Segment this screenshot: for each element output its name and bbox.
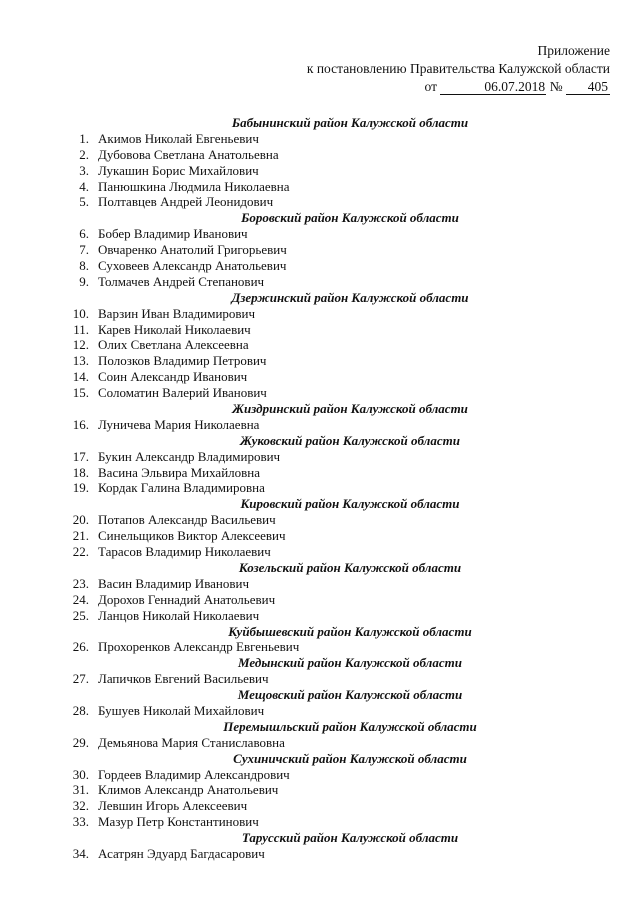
list-item [0,735,640,751]
person-name: Гордеев Владимир Александрович [98,766,290,782]
district-heading: Дзержинский район Калужской области [231,289,469,305]
item-number: 28. [72,702,89,718]
item-number: 9. [79,273,89,289]
district-heading: Тарусский район Калужской области [241,830,459,846]
list-item [0,147,640,163]
person-name: Суховеев Александр Анатольевич [98,258,287,274]
appendix-title: Приложение [537,43,610,58]
list-item [0,465,640,481]
person-name: Мазур Петр Константинович [98,814,259,830]
item-number: 24. [72,591,89,607]
list-item [0,639,640,655]
person-name: Бушуев Николай Михайлович [98,702,265,718]
item-number: 33. [72,814,89,830]
item-number: 25. [72,607,89,623]
person-name: Лукашин Борис Михайлович [98,162,259,178]
item-number: 17. [72,448,89,464]
item-number: 30. [72,766,89,782]
list-item [0,194,640,210]
person-name: Левшин Игорь Алексеевич [98,798,248,814]
item-number: 10. [72,305,89,321]
list-item [0,576,640,592]
person-name: Дубовова Светлана Анатольевна [98,146,279,162]
item-number: 15. [72,385,89,401]
person-name: Синельщиков Виктор Алексеевич [98,528,286,544]
item-number: 19. [72,480,89,496]
person-name: Соин Александр Иванович [98,369,248,385]
person-name: Овчаренко Анатолий Григорьевич [98,242,287,258]
list-item [0,703,640,719]
list-item [0,242,640,258]
district-heading: Мещовский район Калужской области [237,687,463,703]
district-heading: Медынский район Калужской области [238,655,462,671]
item-number: 11. [73,321,89,337]
resolution-date: 06.07.2018 [480,79,546,95]
person-name: Полозков Владимир Петрович [98,353,267,369]
list-item [0,353,640,369]
list-item [0,131,640,147]
person-name: Васина Эльвира Михайловна [98,464,261,480]
person-name: Демьянова Мария Станиславовна [98,734,285,750]
item-number: 5. [79,194,89,210]
person-name: Варзин Иван Владимирович [98,305,256,321]
district-list [0,115,640,862]
list-item [0,767,640,783]
list-item [0,798,640,814]
district-heading: Перемышльский район Калужской области [223,718,477,734]
list-item [0,846,640,862]
list-item [0,306,640,322]
person-name: Акимов Николай Евгеньевич [98,130,259,146]
list-item [0,814,640,830]
district-heading: Жиздринский район Калужской области [232,401,468,417]
person-name: Климов Александр Анатольевич [98,782,279,798]
district-heading: Козельский район Калужской области [238,559,462,575]
blank-underline [440,79,480,95]
item-number: 8. [79,258,89,274]
item-number: 3. [79,162,89,178]
item-number: 21. [72,528,89,544]
list-item [0,322,640,338]
person-name: Букин Александр Владимирович [98,448,281,464]
list-item [0,480,640,496]
district-heading: Боровский район Калужской области [241,210,459,226]
list-item [0,449,640,465]
item-number: 6. [79,226,89,242]
list-item [0,608,640,624]
person-name: Ланцов Николай Николаевич [98,607,260,623]
item-number: 23. [72,575,89,591]
person-name: Бобер Владимир Иванович [98,226,248,242]
number-label: № [549,79,563,94]
list-item [0,385,640,401]
district-heading: Кировский район Калужской области [240,496,460,512]
person-name: Дорохов Геннадий Анатольевич [98,591,276,607]
item-number: 27. [72,671,89,687]
list-item [0,258,640,274]
person-name: Прохоренков Александр Евгеньевич [98,639,300,655]
person-name: Кордак Галина Владимировна [98,480,265,496]
list-item [0,337,640,353]
person-name: Потапов Александр Васильевич [98,512,276,528]
item-number: 22. [72,544,89,560]
person-name: Полтавцев Андрей Леонидович [98,194,274,210]
person-name: Панюшкина Людмила Николаевна [98,178,290,194]
item-number: 20. [72,512,89,528]
item-number: 29. [72,734,89,750]
person-name: Тарасов Владимир Николаевич [98,544,271,560]
list-item [0,369,640,385]
person-name: Лапичков Евгений Васильевич [98,671,269,687]
list-item [0,417,640,433]
item-number: 7. [79,242,89,258]
district-heading: Бабынинский район Калужской области [231,115,469,130]
from-label: от [424,79,437,94]
list-item [0,274,640,290]
list-item [0,179,640,195]
item-number: 1. [79,130,89,146]
person-name: Васин Владимир Иванович [98,575,250,591]
item-number: 4. [79,178,89,194]
item-number: 2. [79,146,89,162]
list-item [0,544,640,560]
item-number: 16. [72,416,89,432]
district-heading: Жуковский район Калужской области [240,432,460,448]
item-number: 32. [72,798,89,814]
district-heading: Куйбышевский район Калужской области [228,623,472,639]
item-number: 34. [72,845,89,861]
resolution-reference: к постановлению Правительства Калужской области [306,61,610,76]
list-item [0,782,640,798]
item-number: 13. [72,353,89,369]
date-number-line [307,78,610,96]
appendix-header [307,42,610,96]
list-item [0,592,640,608]
person-name: Олих Светлана Алексеевна [98,337,249,353]
person-name: Карев Николай Николаевич [98,321,251,337]
item-number: 26. [72,639,89,655]
person-name: Луничева Мария Николаевна [98,416,260,432]
list-item [0,226,640,242]
person-name: Соломатин Валерий Иванович [98,385,267,401]
item-number: 18. [72,464,89,480]
person-name: Асатрян Эдуард Багдасарович [98,845,265,861]
item-number: 31. [72,782,89,798]
district-heading: Сухиничский район Калужской области [233,750,467,766]
list-item [0,512,640,528]
person-name: Толмачев Андрей Степанович [98,273,265,289]
resolution-number: 405 [566,79,610,95]
list-item [0,671,640,687]
item-number: 14. [72,369,89,385]
list-item [0,528,640,544]
item-number: 12. [72,337,89,353]
list-item [0,163,640,179]
